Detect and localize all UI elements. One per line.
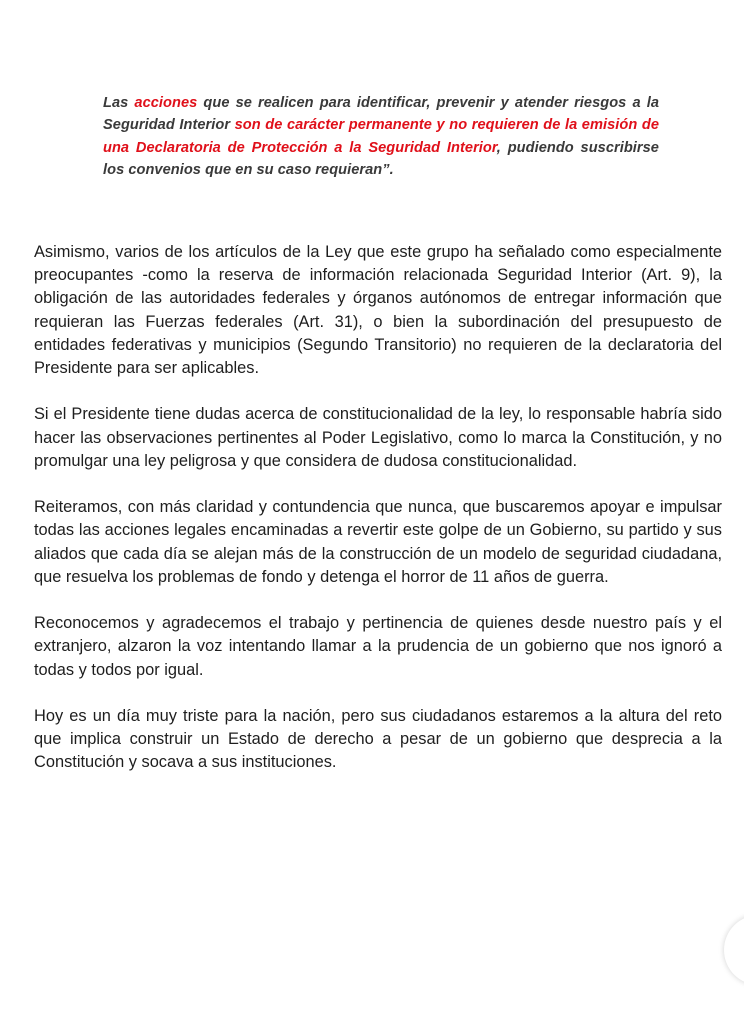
quote-highlight: acciones (134, 95, 198, 111)
floating-action-button[interactable] (724, 915, 744, 985)
paragraph-hoy: Hoy es un día muy triste para la nación, pero sus ciudadanos estaremos a la altura del reto que implica construir un Estado de derecho a pesar de un gobierno que desprecia a la Constitución y socava a sus instituciones. (34, 707, 722, 772)
quote-segment: Las (103, 95, 135, 111)
paragraph-presidente: Si el Presidente tiene dudas acerca de constitucionalidad de la ley, lo responsable habría sido hacer las observaciones pertinentes al Poder Legislativo, como lo marca la Constitución, y no promulgar una ley peligrosa y que considera de dudosa constitucionalidad. (34, 405, 722, 470)
quoted-law-excerpt (103, 92, 659, 181)
quote-segment: que se realicen para identificar, prevenir y atender riesgos a la Seguridad Interior (103, 95, 659, 134)
paragraph-articulos: Asimismo, varios de los artículos de la Ley que este grupo ha señalado como especialmente preocupantes -como la reserva de información relacionada Seguridad Interior (Art. 9), la obligación de las autoridades federales y órganos autónomos de entregar información que requieran las Fuerzas federales (Art. 31), o bien la subordinación del presupuesto de entidades federativas y municipios (Segundo Transitorio) no requieren de la declaratoria del Presidente para ser aplicables. (34, 243, 722, 378)
document-body (34, 241, 722, 798)
paragraph-reconocemos: Reconocemos y agradecemos el trabajo y pertinencia de quienes desde nuestro país y el extranjero, alzaron la voz intentando llamar a la prudencia de un gobierno que nos ignoró a todas y todos por igual. (34, 614, 722, 679)
paragraph-reiteramos: Reiteramos, con más claridad y contundencia que nunca, que buscaremos apoyar e impulsar todas las acciones legales encaminadas a revertir este golpe de un Gobierno, su partido y sus aliados que cada día se alejan más de la construcción de un modelo de seguridad ciudadana, que resuelva los problemas de fondo y detenga el horror de 11 años de guerra. (34, 498, 722, 586)
quote-segment: , pudiendo suscribirse los convenios que en su caso requieran”. (103, 139, 659, 178)
quote-highlight: son de carácter permanente y no requieren de la emisión de una Declaratoria de Protección a la Seguridad Interior (103, 117, 659, 156)
